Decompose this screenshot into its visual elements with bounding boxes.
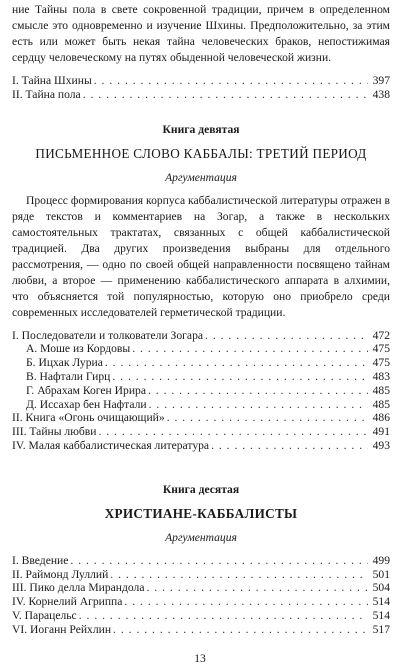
leader-dots — [147, 581, 369, 595]
toc-item-label: II. Раймонд Луллий — [12, 567, 109, 581]
toc-item — [12, 88, 390, 102]
toc-item-page: 514 — [372, 608, 390, 622]
leader-dots — [112, 370, 368, 384]
toc-item-label: III. Тайны любви — [12, 425, 97, 439]
toc-item — [12, 398, 390, 412]
leader-dots — [98, 425, 368, 439]
toc-item — [12, 384, 390, 398]
toc-item-label: IV. Малая каббалистическая литература — [12, 438, 210, 452]
intro-paragraph: ние Тайны пола в свете сокровенной традиции, причем в определенном смысле это одновременно и изучение Шхины. Предположительно, за этим есть или может быть некая тайна человеческих браков, непостижимая сердцу человеческому на путях обыденной человеческой жизни. — [12, 3, 390, 64]
toc-item — [12, 595, 390, 609]
toc-item — [12, 425, 390, 439]
toc-item — [12, 329, 390, 343]
toc-item — [12, 356, 390, 370]
toc-item — [12, 370, 390, 384]
book9-label: Книга девятая — [162, 122, 240, 136]
leader-dots — [149, 398, 368, 412]
toc-item-page: 501 — [372, 567, 390, 581]
toc-item-label: II. Книга «Огонь очищающий» — [12, 411, 165, 425]
toc-item — [12, 342, 390, 356]
leader-dots — [211, 439, 368, 453]
toc-item — [12, 74, 390, 88]
toc-item-label: В. Нафтали Гирц — [26, 369, 111, 383]
toc-item-label: Б. Ицхак Луриа — [26, 356, 103, 370]
book10-title: ХРИСТИАНЕ-КАББАЛИСТЫ — [104, 505, 298, 521]
toc-item-page: 483 — [372, 369, 390, 383]
toc-item-label: I. Последователи и толкователи Зогара — [12, 328, 204, 342]
toc-item-label: V. Парацельс — [12, 608, 77, 622]
toc-item-label: Д. Иссахар бен Нафтали — [26, 397, 147, 411]
toc-item-page: 475 — [372, 356, 390, 370]
leader-dots — [205, 329, 368, 343]
toc-item — [12, 568, 390, 582]
toc-item — [12, 609, 390, 623]
toc-item — [12, 554, 390, 568]
toc-item — [12, 581, 390, 595]
leader-dots — [113, 623, 368, 637]
toc-item-label: II. Тайна пола — [12, 87, 81, 101]
book10-argument-label: Аргументация — [165, 530, 237, 544]
toc-item-page: 499 — [372, 553, 390, 567]
toc-item-page: 517 — [372, 622, 390, 636]
leader-dots — [148, 384, 368, 398]
leader-dots — [124, 595, 368, 609]
book9-argument-label: Аргументация — [165, 170, 237, 184]
toc-item — [12, 623, 390, 637]
toc-item-label: VI. Иоганн Рейхлин — [12, 622, 112, 636]
toc-item-page: 486 — [372, 411, 390, 425]
toc-item-page: 485 — [372, 397, 390, 411]
toc-item-page: 514 — [372, 595, 390, 609]
toc-item — [12, 439, 390, 453]
leader-dots — [94, 74, 368, 88]
toc-book10 — [12, 554, 390, 637]
toc-item-page: 491 — [372, 425, 390, 439]
toc-item-page: 493 — [372, 438, 390, 452]
leader-dots — [83, 88, 368, 102]
leader-dots — [110, 568, 368, 582]
toc-item-label: I. Тайна Шхины — [12, 74, 92, 87]
toc-book8 — [12, 74, 390, 102]
toc-item-page: 504 — [372, 581, 390, 595]
toc-item-label: А. Моше из Кордовы — [26, 342, 131, 356]
toc-item-page: 472 — [372, 328, 390, 342]
leader-dots — [105, 356, 368, 370]
book9-argument-text: Процесс формирования корпуса каббалистической литературы отражен в ряде текстов и комментариев на Зогар, а также в нескольких самостоятельных трактатах, связанных с общей каббалистической традицией. Два других произведения выбраны для отдельного рассмотрения, — одно по своей общей направленности посвящено тайнам любви, а второе — применению каббалистического аппарата в алхимии, что объясняется той популярностью, которую оно приобрело среди современных исследователей герметической традиции. — [12, 193, 390, 319]
toc-item-page: 485 — [372, 383, 390, 397]
leader-dots — [132, 342, 368, 356]
book9-title: ПИСЬМЕННОЕ СЛОВО КАББАЛЫ: ТРЕТИЙ ПЕРИОД — [35, 145, 367, 161]
book-page — [12, 0, 390, 637]
toc-item-label: Г. Абрахам Коген Ирира — [26, 383, 146, 397]
toc-item-label: III. Пико делла Мирандола — [12, 581, 145, 595]
toc-item — [12, 411, 390, 425]
book10-label: Книга десятая — [162, 482, 240, 496]
leader-dots — [70, 554, 368, 568]
toc-item-label: I. Введение — [12, 553, 69, 567]
page-number: 13 — [194, 652, 206, 665]
leader-dots — [167, 411, 368, 425]
toc-item-label: IV. Корнелий Агриппа — [12, 595, 123, 609]
toc-item-page: 438 — [372, 87, 390, 101]
toc-book9 — [12, 329, 390, 453]
leader-dots — [79, 609, 368, 623]
toc-item-page: 397 — [372, 74, 390, 87]
toc-item-page: 475 — [372, 342, 390, 356]
